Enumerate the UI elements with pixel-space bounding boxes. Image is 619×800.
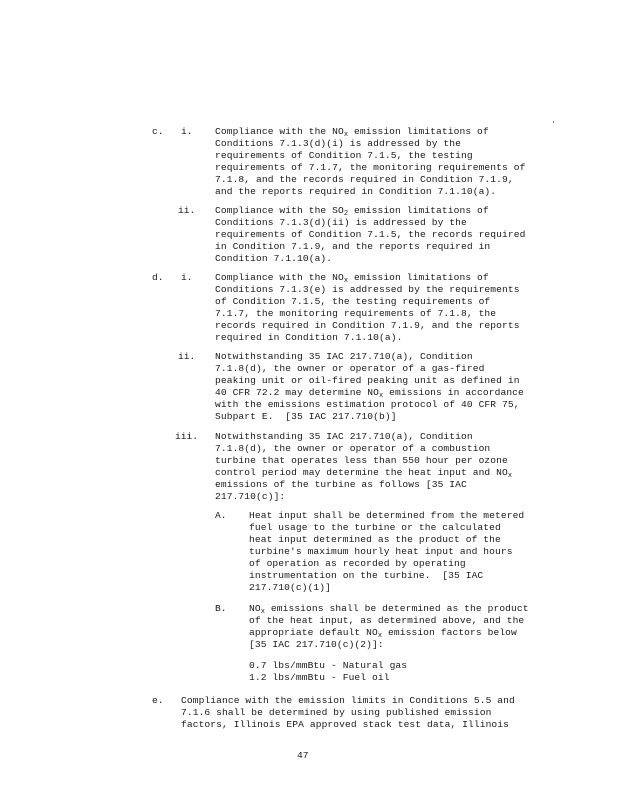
paragraph-clause-B <box>249 603 529 651</box>
paragraph-c-ii <box>215 205 525 265</box>
subitem-label-d-iii: iii. <box>175 431 199 442</box>
text-line: $NO_x$ emissions shall be determined as the product <box>249 603 529 616</box>
text-line: 217.710(c)(1)] <box>249 582 332 593</box>
clause-label-B: B. <box>215 603 227 614</box>
text-line: control period may determine the heat input and $NO_x$ <box>215 467 513 480</box>
text-line: 217.710(c)]: <box>215 491 286 502</box>
text-line: 7.1.8, and the records required in Condition 7.1.9, <box>215 174 514 185</box>
text-line: records required in Condition 7.1.9, and the reports <box>215 320 520 331</box>
text-line: 7.1.7, the monitoring requirements of 7.1.8, the <box>215 308 497 319</box>
emission-factors-list <box>249 660 407 684</box>
subitem-label-d-ii: ii. <box>178 351 196 362</box>
text-line: 40 CFR 72.2 may determine $NO_x$ emissions in accordance <box>215 387 524 400</box>
text-line: with the emissions estimation protocol of 40 CFR 75, <box>215 399 520 410</box>
subitem-label-c-ii: ii. <box>178 205 196 216</box>
text-line: emissions of the turbine as follows [35 IAC <box>215 479 467 490</box>
text-line: Subpart E. [35 IAC 217.710(b)] <box>215 411 397 422</box>
text-line: Notwithstanding 35 IAC 217.710(a), Condition <box>215 351 473 362</box>
scan-speck <box>553 121 554 123</box>
paragraph-c-i <box>215 126 525 198</box>
text-line: Compliance with the $NO_x$ emission limitations of <box>215 272 489 285</box>
text-line: requirements of Condition 7.1.5, the testing <box>215 150 473 161</box>
text-line: Heat input shall be determined from the metered <box>249 510 525 521</box>
paragraph-d-iii <box>215 431 512 503</box>
paragraph-clause-A <box>249 510 524 594</box>
text-line: Compliance with the emission limits in Conditions 5.5 and <box>181 695 515 706</box>
text-line: 7.1.8(d), the owner or operator of a gas-fired <box>215 363 485 374</box>
text-line: in Condition 7.1.9, and the reports required in <box>215 241 491 252</box>
text-line: required in Condition 7.1.10(a). <box>215 332 403 343</box>
text-line: of the heat input, as determined above, and the <box>249 615 525 626</box>
subitem-label-c-i: i. <box>181 126 193 137</box>
item-label-d: d. <box>152 272 164 283</box>
text-line: and the reports required in Condition 7.1.10(a). <box>215 186 497 197</box>
paragraph-d-ii <box>215 351 524 423</box>
text-line: heat input determined as the product of the <box>249 534 501 545</box>
paragraph-d-i <box>215 272 520 344</box>
text-line: Conditions 7.1.3(d)(i) is addressed by the <box>215 138 462 149</box>
text-line: Conditions 7.1.3(d)(ii) is addressed by the <box>215 217 467 228</box>
text-line: fuel usage to the turbine or the calculated <box>249 522 501 533</box>
text-line: Notwithstanding 35 IAC 217.710(a), Condition <box>215 431 473 442</box>
text-line: of operation as recorded by operating <box>249 558 466 569</box>
page-number: 47 <box>297 750 309 761</box>
text-line: turbine's maximum hourly heat input and hours <box>249 546 513 557</box>
text-line: turbine that operates less than 550 hour per ozone <box>215 455 508 466</box>
emission-factor: 1.2 lbs/mmBtu - Fuel oil <box>249 672 390 683</box>
subitem-label-d-i: i. <box>181 272 193 283</box>
text-line: appropriate default $NO_x$ emission factors below <box>249 627 517 640</box>
text-line: 7.1.6 shall be determined by using published emission <box>181 707 492 718</box>
clause-label-A: A. <box>215 510 227 521</box>
text-line: Compliance with the $SO_2$ emission limitations of <box>215 205 489 218</box>
emission-factor: 0.7 lbs/mmBtu - Natural gas <box>249 660 408 671</box>
text-line: Condition 7.1.10(a). <box>215 253 333 264</box>
item-label-c: c. <box>152 126 164 137</box>
text-line: peaking unit or oil-fired peaking unit as defined in <box>215 375 520 386</box>
text-line: 7.1.8(d), the owner or operator of a combustion <box>215 443 491 454</box>
text-line: requirements of 7.1.7, the monitoring requirements of <box>215 162 526 173</box>
text-line: requirements of Condition 7.1.5, the records required <box>215 229 526 240</box>
text-line: instrumentation on the turbine. [35 IAC <box>249 570 484 581</box>
text-line: factors, Illinois EPA approved stack test data, Illinois <box>181 719 510 730</box>
item-label-e: e. <box>152 695 164 706</box>
text-line: Compliance with the $NO_x$ emission limitations of <box>215 126 489 139</box>
paragraph-e <box>181 695 515 731</box>
text-line: of Condition 7.1.5, the testing requirements of <box>215 296 491 307</box>
text-line: [35 IAC 217.710(c)(2)]: <box>249 639 384 650</box>
text-line: Conditions 7.1.3(e) is addressed by the requirements <box>215 284 520 295</box>
